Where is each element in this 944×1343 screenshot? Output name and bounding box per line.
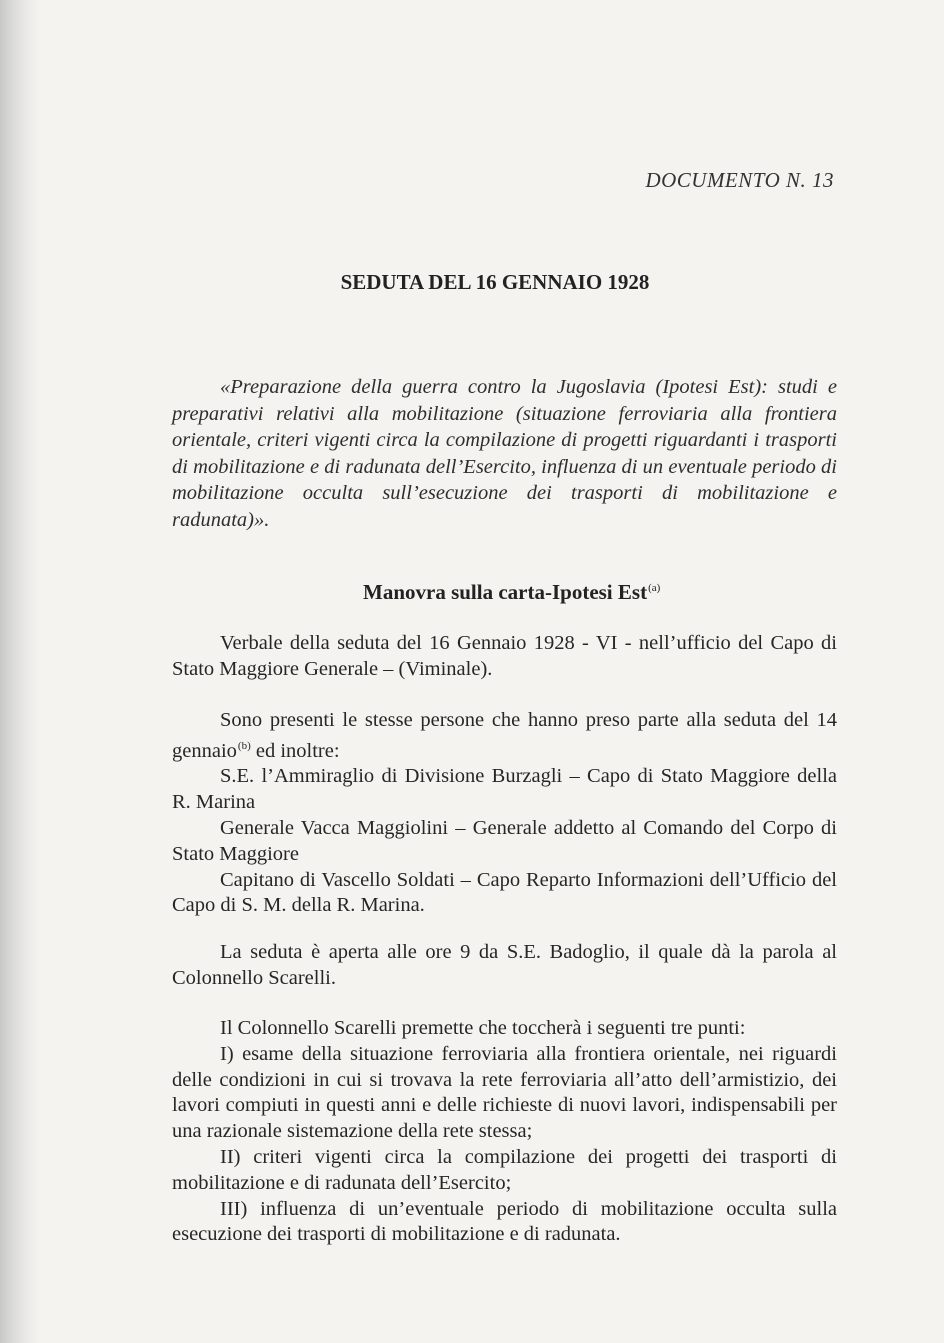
abstract: [172, 374, 837, 533]
point-item: II) criteri vigenti circa la compilazione dei progetti dei trasporti di mobilitazione e di radunata dell’Esercito;: [172, 1145, 837, 1194]
page-binding-shadow: [0, 0, 40, 1343]
paragraph-opening: [172, 940, 837, 992]
paragraph-text: La seduta è aperta alle ore 9 da S.E. Badoglio, il quale dà la parola al Colonnello Scarelli.: [172, 941, 837, 989]
point-item: III) influenza di un’eventuale periodo di mobilitazione occulta sulla esecuzione dei trasporti di mobilitazione e di radunata.: [172, 1197, 837, 1246]
abstract-text: «Preparazione della guerra contro la Jugoslavia (Ipotesi Est): studi e preparativi relativi alla mobilitazione (situazione ferroviaria alla frontiera orientale, criteri vigenti circa la compilazione di progetti riguardanti i trasporti di mobilitazione e di radunata dell’Esercito, influenza di un eventuale periodo di mobilitazione occulta sull’esecuzione dei trasporti di mobilitazione e radunata)».: [172, 376, 837, 531]
attendee-item: Generale Vacca Maggiolini – Generale addetto al Comando del Corpo di Stato Maggiore: [172, 817, 837, 865]
points-intro: Il Colonnello Scarelli premette che toccherà i seguenti tre punti:: [220, 1017, 746, 1039]
attendees-intro: Sono presenti le stesse persone che hanno preso parte alla seduta del 14 gennaio$^{(b)}$ ed inoltre:: [172, 709, 837, 762]
section-subtitle: [363, 580, 660, 605]
subtitle-text: Manovra sulla carta-Ipotesi Est: [363, 580, 648, 604]
paragraph-text: Verbale della seduta del 16 Gennaio 1928 - VI - nell’ufficio del Capo di Stato Maggiore Generale – (Viminale).: [172, 632, 837, 680]
page-title: SEDUTA DEL 16 GENNAIO 1928: [340, 270, 650, 294]
footnote-marker-a: (a): [648, 582, 661, 594]
attendee-item: Capitano di Vascello Soldati – Capo Reparto Informazioni dell’Ufficio del Capo di S. M. della R. Marina.: [172, 868, 837, 917]
point-item: I) esame della situazione ferroviaria alla frontiera orientale, nei riguardi delle condizioni in cui si trovava la rete ferroviaria all’atto dell’armistizio, dei lavori compiuti in questi anni e delle richieste di nuovi lavori, indispensabili per una razionale sistemazione della rete stessa;: [172, 1042, 837, 1143]
footnote-marker-b: (b): [237, 739, 251, 752]
attendee-item: S.E. l’Ammiraglio di Divisione Burzagli – Capo di Stato Maggiore della R. Marina: [172, 765, 837, 814]
paragraph-attendees: [172, 708, 837, 919]
paragraph-points: [172, 1016, 837, 1248]
document-number: DOCUMENTO N. 13: [645, 168, 834, 192]
paragraph-minutes: [172, 631, 837, 683]
